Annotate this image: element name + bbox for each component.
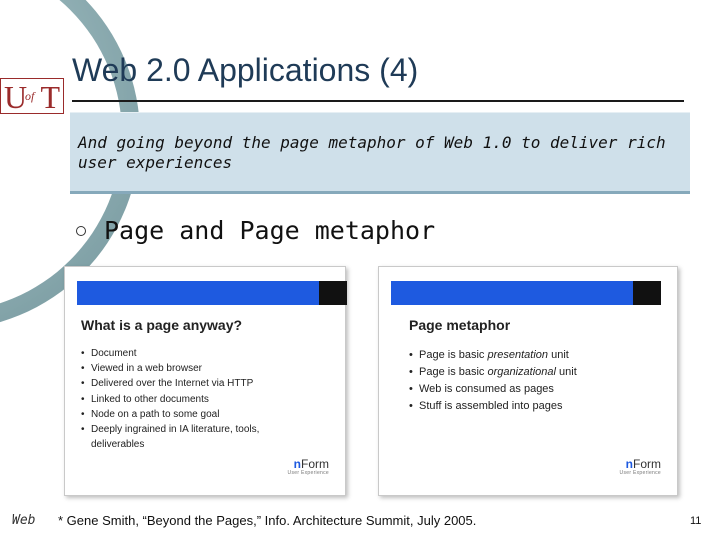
bullet-dot-icon: • [81,363,85,375]
nform-logo-n: n [625,457,633,471]
footer-citation: * Gene Smith, “Beyond the Pages,” Info. Architecture Summit, July 2005. [58,513,477,528]
bullet-dot-icon: • [409,383,413,395]
list-item [81,392,311,407]
thumbnail-bullet-list [409,347,669,415]
list-item-text-end: unit [555,366,577,378]
bullet-dot-icon: • [81,348,85,359]
callout-text: And going beyond the page metaphor of Web 1.0 to deliver rich user experiences [78,133,666,172]
list-item-text: Web is consumed as pages [419,383,554,395]
bullet-text: Page and Page metaphor [104,216,436,245]
logo-letter-u: U [4,79,28,115]
logo-letter-t: T [40,79,60,115]
list-item [81,407,311,422]
logo-letters-of: of [25,89,35,103]
list-item-text-end: unit [548,349,569,361]
list-item [409,347,669,364]
nform-logo-form: Form [633,457,661,471]
list-item-text: Deeply ingrained in IA literature, tools, deliverables [91,424,260,451]
nform-logo-form: Form [301,457,329,471]
thumbnail-header-block [633,281,661,305]
list-item-text: Linked to other documents [91,393,209,405]
callout-box [70,112,690,194]
bullet-dot-icon: • [81,408,85,420]
list-item [81,422,311,452]
list-item-emphasis: organizational [487,366,556,378]
bullet-dot-icon: • [409,349,413,361]
list-item-text: Page is basic [419,349,488,361]
thumbnail-title: What is a page anyway? [81,317,243,333]
bullet-dot-icon: • [409,400,413,412]
list-item-text: Node on a path to some goal [91,408,220,420]
list-item [409,364,669,381]
bullet-dot-icon: • [409,366,413,378]
list-item-emphasis: presentation [487,349,549,361]
list-item [81,361,311,376]
nform-logo-n: n [293,457,301,471]
uoft-logo [0,78,64,114]
page-number: 11 [690,515,702,527]
hollow-circle-bullet-icon [76,226,86,236]
bullet-dot-icon: • [81,393,85,405]
list-item-text: Viewed in a web browser [91,363,202,375]
list-item [409,381,669,398]
thumbnail-bullet-list [81,346,311,452]
list-item-text: Stuff is assembled into pages [419,400,563,412]
nform-logo [288,457,329,476]
nform-logo [620,457,661,476]
list-item [409,398,669,415]
slide-title: Web 2.0 Applications (4) [72,52,419,88]
thumbnail-title: Page metaphor [409,317,511,333]
thumbnail-header-block [319,281,347,305]
nform-logo-subtitle: User Experience [619,470,661,476]
nform-logo-subtitle: User Experience [287,470,329,476]
bullet-dot-icon: • [81,378,85,390]
slide-thumbnail-what-is-a-page [64,266,346,496]
slide-thumbnail-page-metaphor [378,266,678,496]
list-item-text: Delivered over the Internet via HTTP [91,378,254,390]
list-item-text: Document [91,348,137,359]
list-item [81,376,311,391]
thumbnail-header-bar [77,281,319,305]
title-divider [72,100,684,102]
thumbnail-header-bar [391,281,633,305]
bullet-dot-icon: • [81,424,85,436]
list-item-text: Page is basic [419,366,488,378]
footer-label: Web [12,513,36,528]
list-item [81,346,311,361]
